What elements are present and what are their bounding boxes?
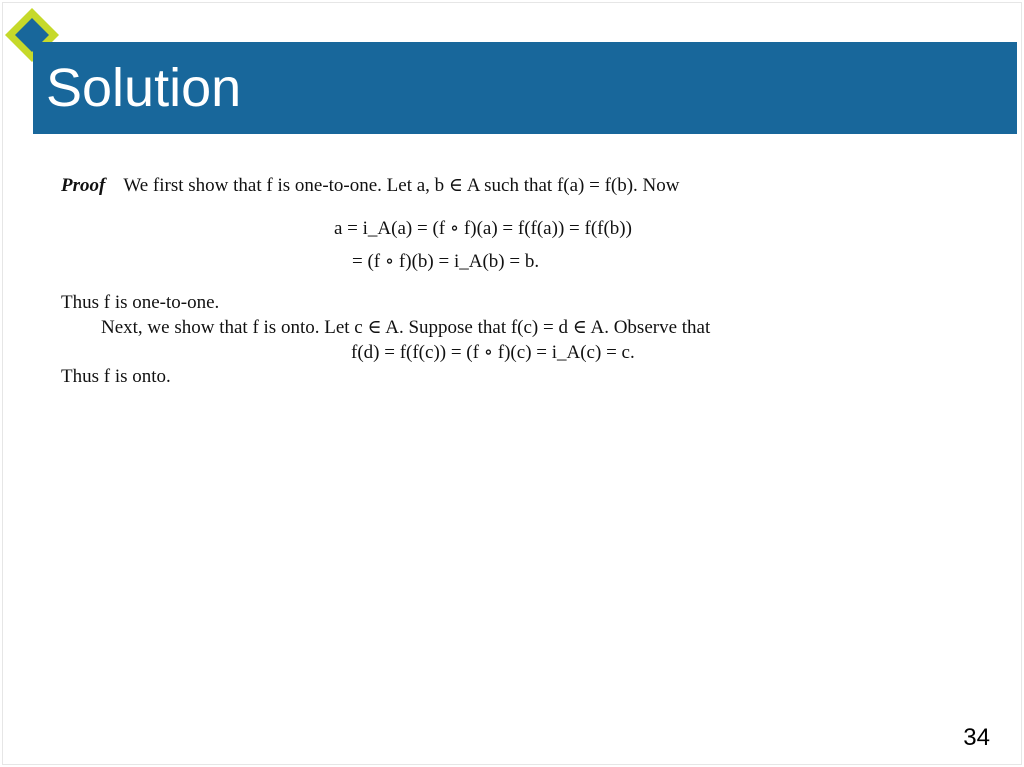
proof-line-2: Thus f is one-to-one. xyxy=(61,292,220,313)
slide-title: Solution xyxy=(46,58,242,118)
proof-line-4: Thus f is onto. xyxy=(61,366,171,387)
proof-text-1: We first show that f is one-to-one. Let a, b ∈ A such that f(a) = f(b). Now xyxy=(123,175,680,196)
page-number: 34 xyxy=(963,724,990,751)
equation-1: a = i_A(a) = (f ∘ f)(a) = f(f(a)) = f(f(b)) xyxy=(334,218,632,239)
proof-line-1 xyxy=(61,175,680,197)
equation-3: f(d) = f(f(c)) = (f ∘ f)(c) = i_A(c) = c. xyxy=(351,342,635,363)
equation-2: = (f ∘ f)(b) = i_A(b) = b. xyxy=(352,251,540,272)
proof-label: Proof xyxy=(61,175,106,196)
proof-line-3: Next, we show that f is onto. Let c ∈ A. Suppose that f(c) = d ∈ A. Observe that xyxy=(101,317,711,338)
